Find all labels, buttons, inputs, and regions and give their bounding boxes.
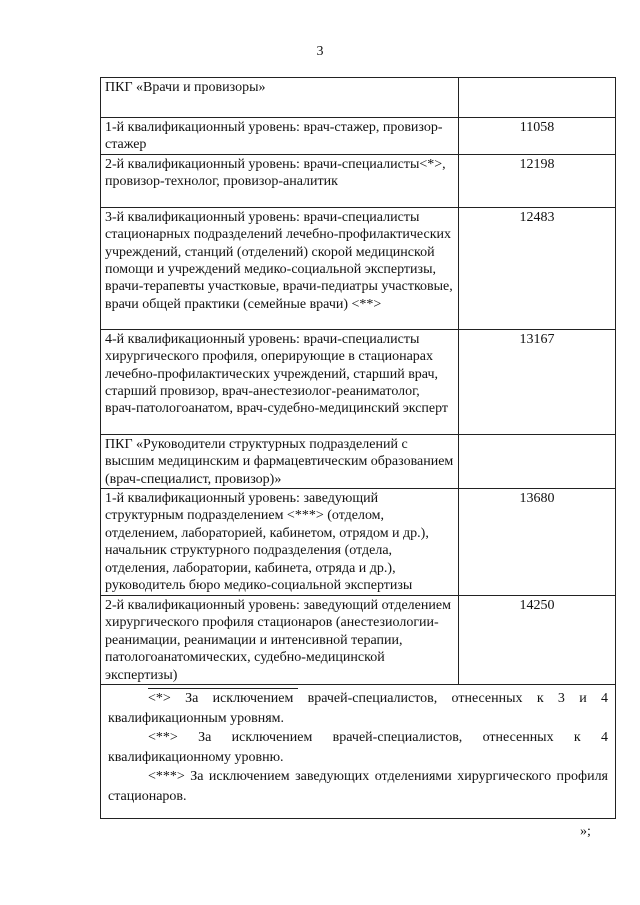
table-row xyxy=(101,329,616,434)
row-label: 2-й квалификационный уровень: заведующий отделением хирургического профиля стационаров (анестезиологии-реанимации, реанимации и интенсивной терапии, патологоанатомических, судебно-медицинской экспертизы) xyxy=(101,596,459,685)
row-value xyxy=(459,434,616,488)
table-row xyxy=(101,434,616,488)
row-value: 12483 xyxy=(459,207,616,329)
table-row xyxy=(101,596,616,685)
footnote: <***> За исключением заведующих отделениями хирургического профиля стационаров. xyxy=(108,769,608,804)
row-value: 14250 xyxy=(459,596,616,685)
row-label: ПКГ «Врачи и провизоры» xyxy=(101,78,459,118)
row-label: 4-й квалификационный уровень: врачи-специалисты хирургического профиля, оперирующие в стационарах лечебно-профилактических учреждений, старший врач, старший провизор, врач-анестезиолог-реаниматолог, врач-патологоанатом, врач-судебно-медицинский эксперт xyxy=(101,329,459,434)
row-label: 2-й квалификационный уровень: врачи-специалисты<*>, провизор-технолог, провизор-аналитик xyxy=(101,154,459,207)
row-label: 1-й квалификационный уровень: заведующий структурным подразделением <***> (отделом, отделением, лабораторией, кабинетом, отрядом и др.), начальник структурного подразделения (отдела, отделения, лаборатории, кабинета, отряда и др.), руководитель бюро медико-социальной экспертизы xyxy=(101,489,459,596)
salary-table xyxy=(100,77,616,685)
row-value: 12198 xyxy=(459,154,616,207)
table-row xyxy=(101,154,616,207)
row-value: 13167 xyxy=(459,329,616,434)
table-row xyxy=(101,489,616,596)
footnote: <**> За исключением врачей-специалистов, отнесенных к 4 квалификационному уровню. xyxy=(108,730,608,765)
page-number: 3 xyxy=(316,44,324,59)
row-label: 1-й квалификационный уровень: врач-стажер, провизор-стажер xyxy=(101,118,459,155)
row-value xyxy=(459,78,616,118)
row-value: 13680 xyxy=(459,489,616,596)
row-value: 11058 xyxy=(459,118,616,155)
closing-quote: »; xyxy=(580,824,591,839)
table-row xyxy=(101,118,616,155)
table-row xyxy=(101,207,616,329)
row-label: 3-й квалификационный уровень: врачи-специалисты стационарных подразделений лечебно-профилактических учреждений, станций (отделений) скорой медицинской помощи и учреждений медико-социальной экспертизы, врачи-терапевты участковые, врачи-педиатры участковые, врачи общей практики (семейные врачи) <**> xyxy=(101,207,459,329)
row-label: ПКГ «Руководители структурных подразделений с высшим медицинским и фармацевтическим образованием (врач-специалист, провизор)» xyxy=(101,434,459,488)
table-row xyxy=(101,78,616,118)
footnotes xyxy=(108,688,608,806)
footnote: <*> За исключением врачей-специалистов, отнесенных к 3 и 4 квалификационным уровням. xyxy=(108,691,608,726)
